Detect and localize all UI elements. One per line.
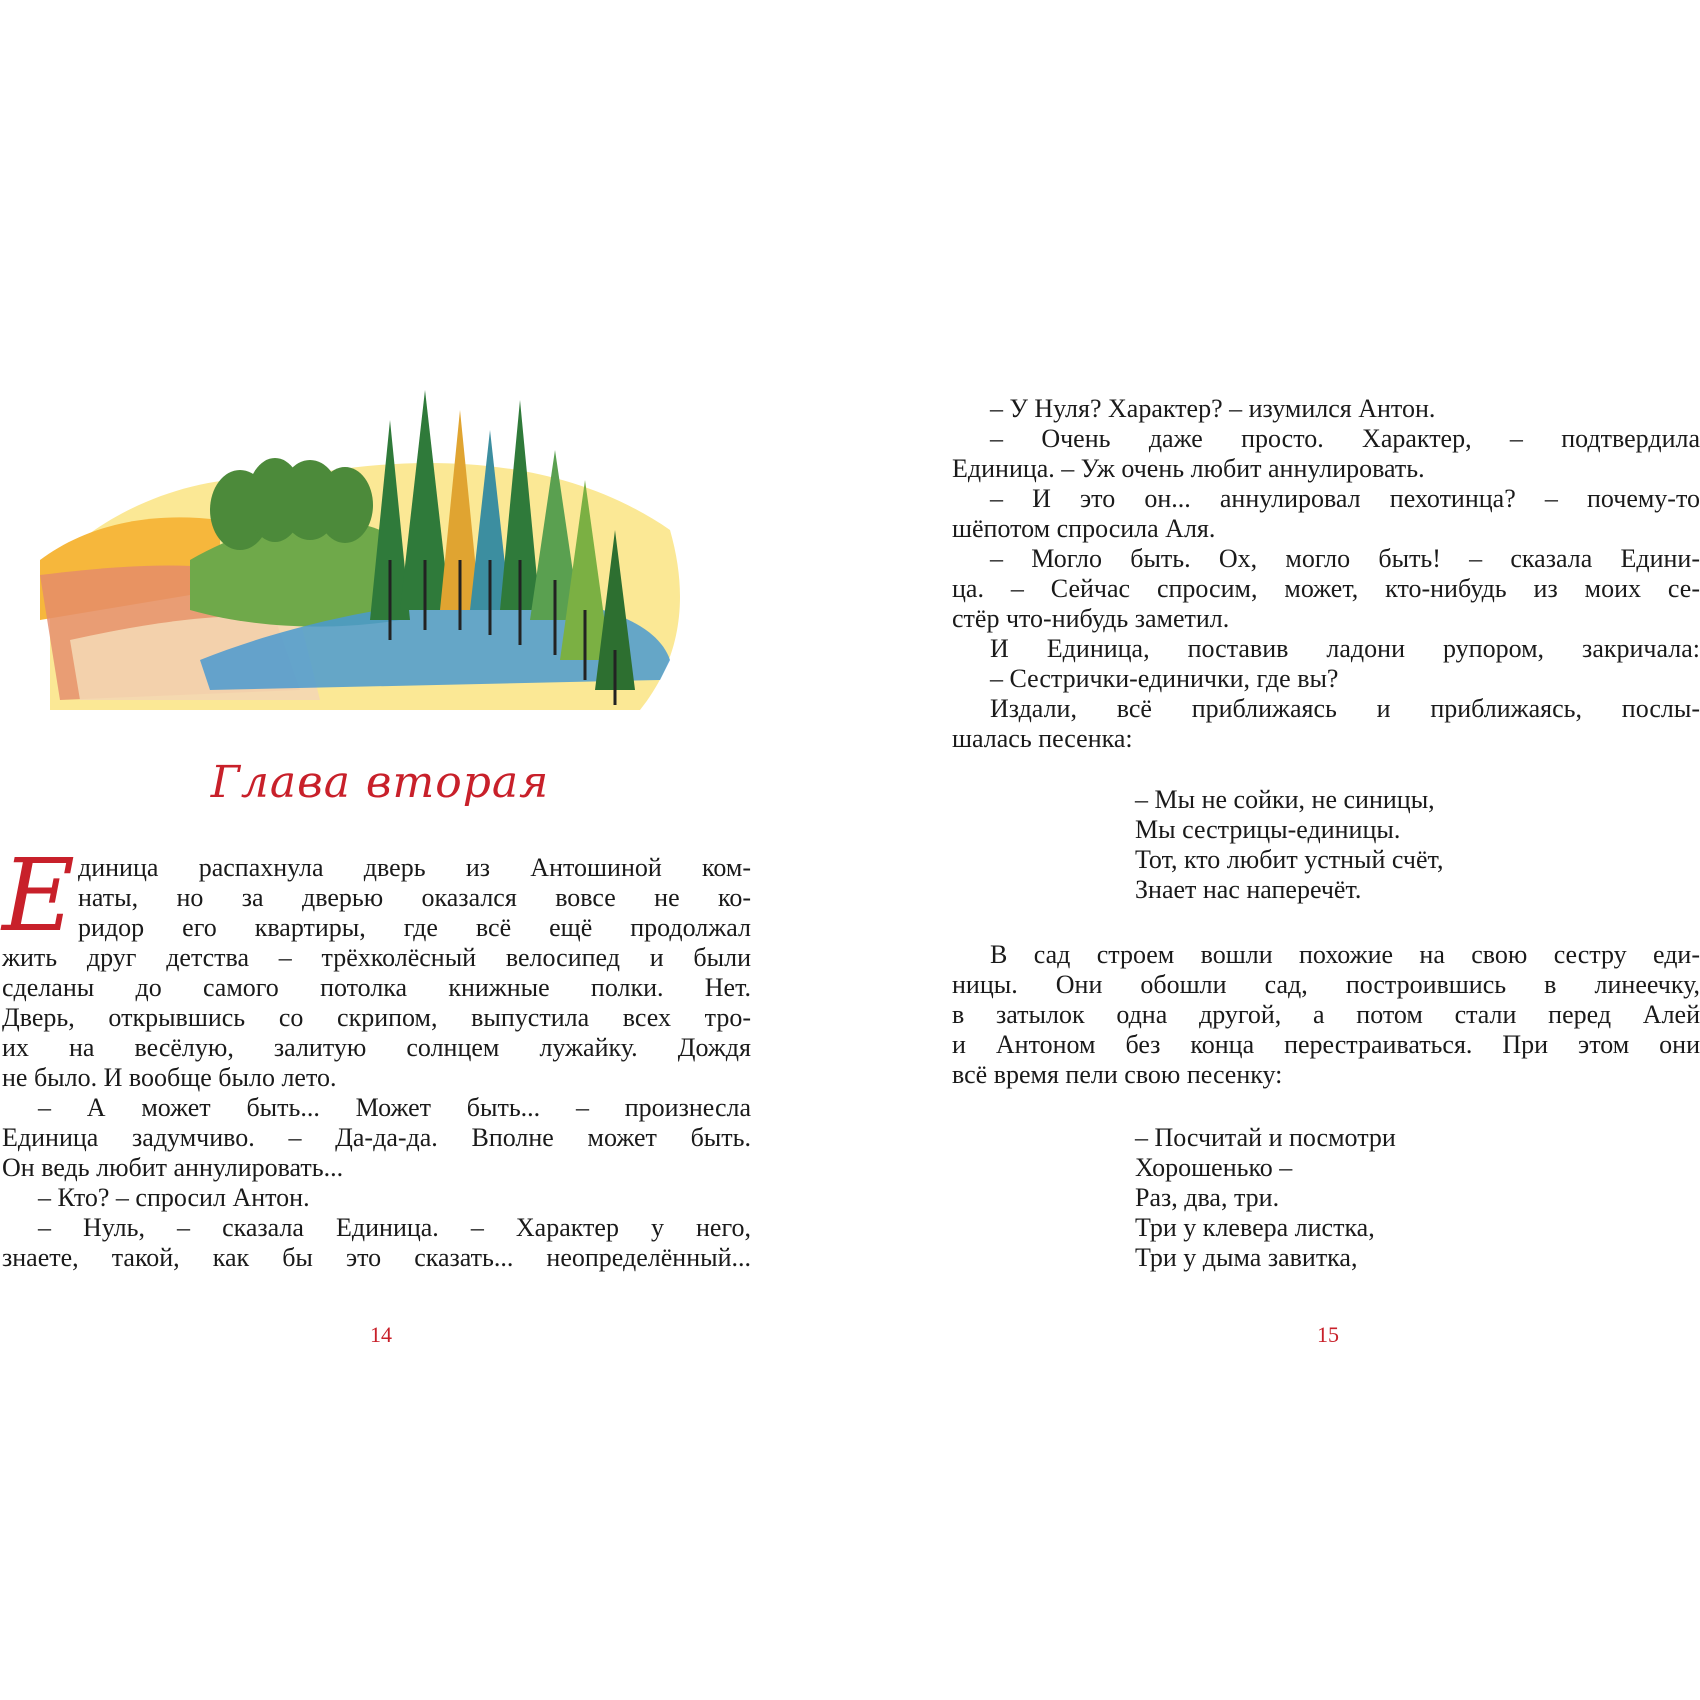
text-line: – А может быть... Может быть... – произнесла: [38, 1093, 751, 1122]
text-line: ридор его квартиры, где всё ещё продолжал: [78, 913, 751, 942]
text-line: Дверь, открывшись со скрипом, выпустила всех тро-: [2, 1003, 751, 1032]
text-line: – Очень даже просто. Характер, – подтвердила: [990, 424, 1700, 453]
text-line: В сад строем вошли похожие на свою сестру еди-: [990, 940, 1700, 969]
verse-line: Три у клевера листка,: [1135, 1213, 1375, 1242]
text-line: знаете, такой, как бы это сказать... неопределённый...: [2, 1243, 751, 1272]
text-line: и Антоном без конца перестраиваться. При этом они: [952, 1030, 1700, 1059]
verse-line: Тот, кто любит устный счёт,: [1135, 845, 1444, 874]
text-line: – Кто? – спросил Антон.: [38, 1183, 310, 1212]
right-page: [940, 0, 1700, 1700]
verse-line: Хорошенько –: [1135, 1153, 1293, 1182]
text-line: сделаны до самого потолка книжные полки. Нет.: [2, 973, 751, 1002]
left-page: [0, 0, 760, 1700]
text-line: Единица задумчиво. – Да-да-да. Вполне может быть.: [2, 1123, 751, 1152]
text-line: шёпотом спросила Аля.: [952, 514, 1216, 543]
text-line: Он ведь любит аннулировать...: [2, 1153, 344, 1182]
text-line: шалась песенка:: [952, 724, 1133, 753]
text-line: жить друг детства – трёхколёсный велосипед и были: [2, 943, 751, 972]
text-line: – Сестрички-единички, где вы?: [990, 664, 1339, 693]
text-line: наты, но за дверью оказался вовсе не ко-: [78, 883, 751, 912]
chapter-title: Глава вторая: [210, 757, 550, 808]
text-line: И Единица, поставив ладони рупором, закричала:: [990, 634, 1700, 663]
text-line: – Нуль, – сказала Единица. – Характер у него,: [38, 1213, 751, 1242]
text-line: – Могло быть. Ох, могло быть! – сказала Едини-: [990, 544, 1700, 573]
forest-illustration: [40, 360, 690, 730]
verse-line: Три у дыма завитка,: [1135, 1243, 1358, 1272]
text-line: стёр что-нибудь заметил.: [952, 604, 1230, 633]
text-line: их на весёлую, залитую солнцем лужайку. Дождя: [2, 1033, 751, 1062]
text-line: ца. – Сейчас спросим, может, кто-нибудь из моих се-: [952, 574, 1700, 603]
drop-cap: Е: [2, 837, 75, 954]
text-line: ницы. Они обошли сад, построившись в линеечку,: [952, 970, 1700, 999]
page-number: 15: [1317, 1322, 1339, 1347]
text-line: Единица. – Уж очень любит аннулировать.: [952, 454, 1425, 483]
text-line: не было. И вообще было лето.: [2, 1063, 337, 1092]
text-line: – У Нуля? Характер? – изумился Антон.: [990, 394, 1436, 423]
verse-line: Мы сестрицы-единицы.: [1135, 815, 1401, 844]
text-line: диница распахнула дверь из Антошиной ком-: [78, 853, 751, 882]
text-line: – И это он... аннулировал пехотинца? – почему-то: [990, 484, 1700, 513]
verse-line: – Мы не сойки, не синицы,: [1135, 785, 1435, 814]
verse-line: Раз, два, три.: [1135, 1183, 1280, 1212]
verse-line: – Посчитай и посмотри: [1135, 1123, 1396, 1152]
text-line: в затылок одна другой, а потом стали перед Алей: [952, 1000, 1700, 1029]
verse-line: Знает нас наперечёт.: [1135, 875, 1362, 904]
text-line: Издали, всё приближаясь и приближаясь, послы-: [990, 694, 1700, 723]
text-line: всё время пели свою песенку:: [952, 1060, 1283, 1089]
page-number: 14: [370, 1322, 392, 1347]
